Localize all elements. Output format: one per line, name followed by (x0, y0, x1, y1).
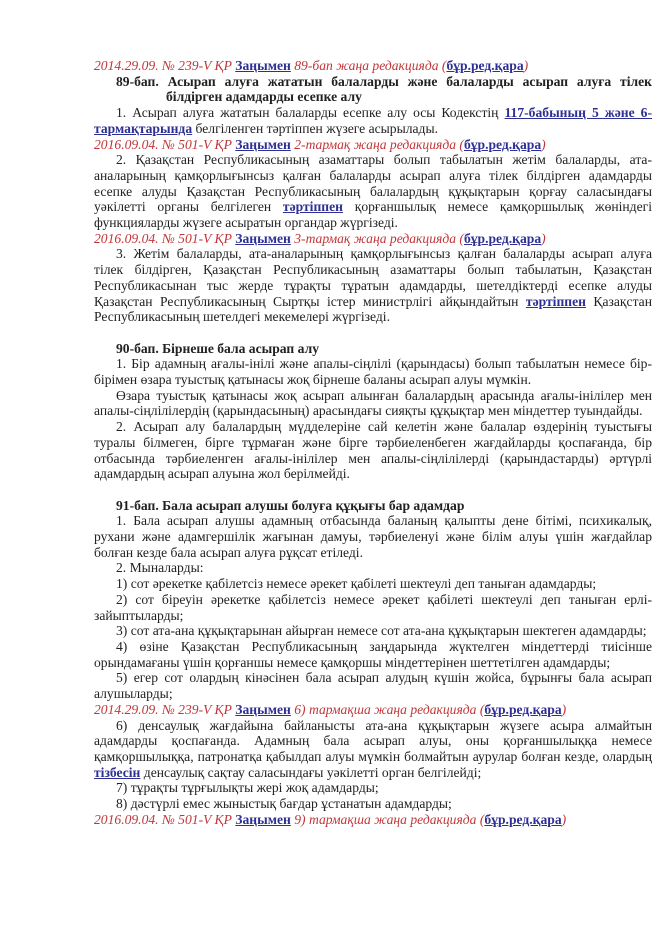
text-run: 1. Асырап алуға жататын балаларды есепке алу осы Кодекстің (116, 105, 505, 121)
spacer (94, 325, 652, 341)
paragraph (94, 356, 652, 387)
text-run: 7) тұрақты тұрғылықты жері жоқ адамдарды; (116, 780, 379, 796)
text-run: 2016.09.04. № 501-V ҚР (94, 136, 236, 152)
article-heading (94, 74, 652, 105)
heading-line: 89-бап. Асырап алуға жататын балаларды және балаларды асырап алуға тілек (116, 73, 652, 89)
paragraph (94, 560, 652, 576)
inline-link[interactable]: тәртіппен (525, 293, 586, 309)
text-run: ) (541, 136, 546, 152)
document-content (94, 58, 652, 827)
paragraph (94, 576, 652, 592)
text-run: ) (541, 230, 546, 246)
amendment-note (94, 702, 652, 718)
text-run: 1) сот әрекетке қабілетсіз немесе әрекет қабілеті шектеулі деп таныған адамдарды; (116, 576, 597, 592)
text-run: 2014.29.09. № 239-V ҚР (94, 58, 236, 73)
text-run: 3) сот ата-ана құқықтарынан айырған немесе сот ата-ана құқықтарын шектеген адамдарды; (116, 623, 647, 639)
text-run: 8) дәстүрлі емес жыныстық бағдар ұстанатын адамдарды; (116, 796, 452, 812)
inline-link[interactable]: Заңымен (235, 811, 291, 827)
text-run: 2-тармақ жаңа редакцияда ( (290, 136, 464, 152)
inline-link[interactable]: бұр.ред.қара (484, 701, 562, 717)
text-run: Қазақстан Республикасының шетелдегі мекемелері жүргізеді. (94, 293, 652, 325)
inline-link[interactable]: Заңымен (235, 58, 291, 73)
inline-link[interactable]: Заңымен (235, 701, 291, 717)
amendment-note (94, 137, 652, 153)
heading-line: білдірген адамдарды есепке алу (166, 89, 362, 105)
inline-link[interactable]: Заңымен (235, 136, 291, 152)
paragraph (94, 152, 652, 231)
text-run: 2) сот біреуін әрекетке қабілетсіз немесе әрекет қабілеті шектеулі деп таныған ерлі-зайыптыларды; (94, 591, 652, 623)
heading-line: 91-бап. Бала асырап алушы болуға құқығы бар адамдар (116, 497, 465, 513)
text-run: 1. Бала асырап алушы адамның отбасында баланың қалыпты дене бітімі, психикалық, рухани және адамгершілік жағынан дамуы, тәрбиеленуі және білім алуы үшін жағдайлар болған кезде бала асырап алуға рұқсат етіледі. (94, 513, 652, 560)
inline-link[interactable]: тізбесін (94, 764, 141, 780)
text-run: Өзара туыстық қатынасы жоқ асырап алынған балалардың арасында ағалы-інілілер мен апалы-сіңлілілердің (қарындасының) арасындағы сияқты құқықтар мен міндеттер туындайды. (94, 387, 652, 419)
text-run: 5) егер сот олардың кінәсінен бала асырап алудың күшін жойса, бұрынғы бала асырап алушыларды; (94, 670, 652, 702)
spacer (94, 482, 652, 498)
paragraph (94, 718, 652, 781)
text-run: 2014.29.09. № 239-V ҚР (94, 701, 236, 717)
paragraph (94, 670, 652, 701)
inline-link[interactable]: 117-бабының 5 және 6-тармақтарында (94, 105, 652, 136)
text-run: 9) тармақша жаңа редакцияда ( (290, 811, 485, 827)
paragraph (94, 592, 652, 623)
text-run: ) (561, 701, 567, 717)
paragraph (94, 780, 652, 796)
paragraph (94, 388, 652, 419)
text-run: 2. Мыналарды: (116, 560, 204, 576)
article-heading (94, 341, 652, 357)
paragraph (94, 246, 652, 325)
paragraph (94, 419, 652, 482)
amendment-note (94, 231, 652, 247)
text-run: 1. Бір адамның ағалы-інілі және апалы-сіңлілі (қарындасы) болып табылатын немесе бір-бірімен өзара туыстық қатынасы жоқ бірнеше баланы асырап алуы мүмкін. (94, 356, 652, 388)
paragraph (94, 796, 652, 812)
text-run: 3-тармақ жаңа редакцияда ( (290, 230, 464, 246)
inline-link[interactable]: бұр.ред.қара (463, 136, 542, 152)
text-run: 2016.09.04. № 501-V ҚР (94, 811, 236, 827)
paragraph (94, 105, 652, 136)
text-run: 3. Жетім балаларды, ата-аналарының қамқорлығынсыз қалған балаларды асырап алуға тілек білдірген, Қазақстан Республикасының азаматтары болып табылатын, Қазақстан Республикасынан тыс жерде тұрақты тұратын адамдарды, шетелдіктерді есепке алуды Қазақстан Республикасының Сыртқы істер министрлігі айқындайтын (94, 246, 652, 309)
inline-link[interactable]: тәртіппен (282, 199, 343, 215)
inline-link[interactable]: бұр.ред.қара (484, 811, 562, 827)
inline-link[interactable]: бұр.ред.қара (446, 58, 524, 73)
text-run: 4) өзіне Қазақстан Республикасының заңдарында жүктелген міндеттерді тиісінше орындамағаны үшін қорғаншы немесе қамқоршы міндеттерінен шеттетілген адамдарды; (94, 638, 652, 670)
inline-link[interactable]: Заңымен (235, 230, 291, 246)
text-run: 6) тармақша жаңа редакцияда ( (290, 701, 485, 717)
text-run: ) (561, 811, 567, 827)
text-run: 2016.09.04. № 501-V ҚР (94, 230, 236, 246)
paragraph (94, 513, 652, 560)
text-run: 89-бап жаңа редакцияда ( (290, 58, 447, 73)
paragraph (94, 623, 652, 639)
inline-link[interactable]: бұр.ред.қара (463, 230, 542, 246)
text-run: 2. Қазақстан Республикасының азаматтары болып табылатын жетім балаларды, ата-аналарының қамқорлығынсыз қалған балаларды асырап алуға тілек білдірген адамдарды есепке алуды Қазақстан Республикасының балалардың құқықтарын қорғау саласындағы уәкілетті органы белгілеген (94, 152, 652, 215)
paragraph (94, 639, 652, 670)
article-heading (94, 498, 652, 514)
amendment-note (94, 58, 652, 74)
text-run: 6) денсаулық жағдайына байланысты ата-ана құқықтарын жүзеге асыра алмайтын адамдарды қоспағанда. Адамның бала асырап алуы, оны қорғаншылыққа немесе қамқоршылыққа, патронатқа қабылдап алуы мүмкін болмайтын аурулар болған кезде, олардың (94, 717, 652, 764)
text-run: белгіленген тәртіппен жүзеге асырылады. (192, 120, 439, 136)
text-run: денсаулық сақтау саласындағы уәкілетті орган белгілейді; (140, 764, 482, 780)
text-run: 2. Асырап алу балалардың мүдделеріне сай келетін және балалар өздерінің туыстығы туралы білмеген, бірге тұрмаған және бірге тәрбиеленбеген жағдайларды қоспағанда, бір отбасында тәрбиеленген ағалы-інілілер мен апалы-сіңлілілерді (қарындастарды) әртүрлі адамдардың асырап алуына жол берілмейді. (94, 419, 652, 482)
amendment-note (94, 812, 652, 828)
text-run: ) (523, 58, 529, 73)
heading-line: 90-бап. Бірнеше бала асырап алу (116, 340, 319, 356)
text-run: қорғаншылық немесе қамқоршылық жөніндегі функцияларды жүзеге асыратын органдар жүргізеді. (94, 199, 652, 231)
